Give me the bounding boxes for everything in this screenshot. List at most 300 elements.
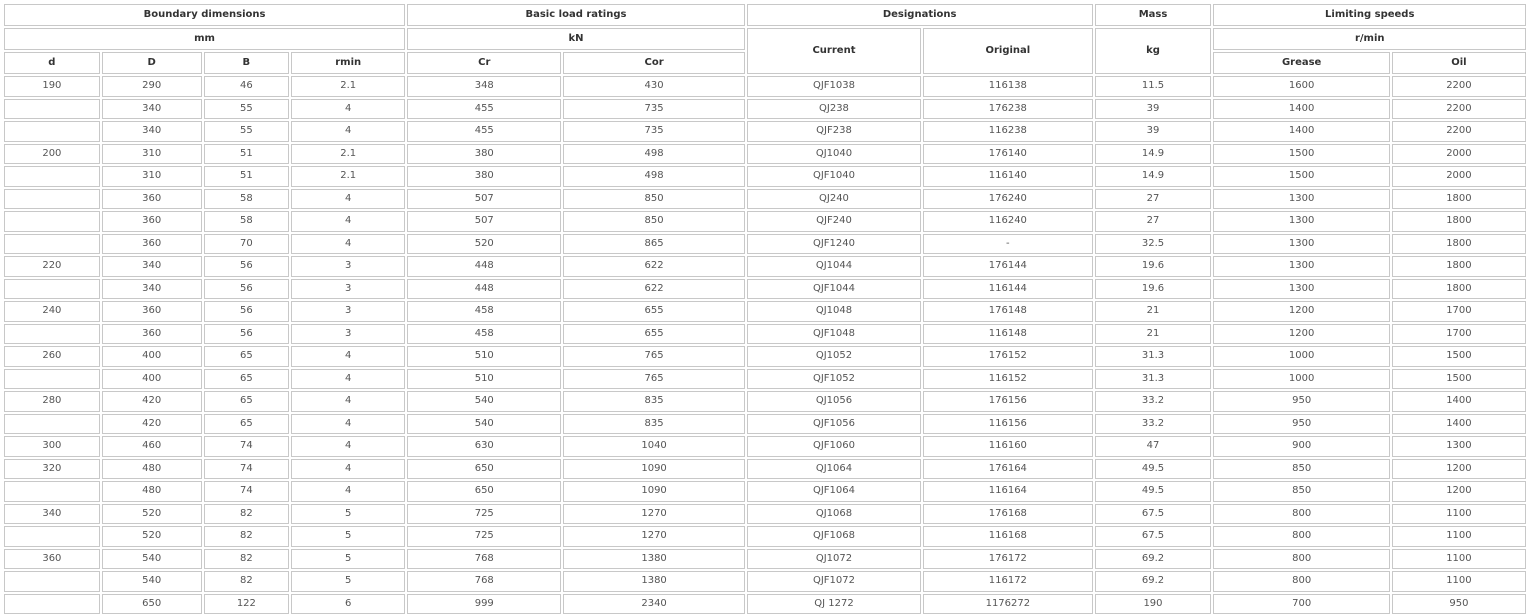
header-boundary-dimensions: Boundary dimensions: [4, 4, 405, 26]
table-row: [4, 571, 1526, 592]
cell-outer-d: 460: [102, 436, 202, 457]
cell-current: QJ1040: [747, 144, 921, 165]
cell-cor: 765: [563, 346, 744, 367]
cell-d: 340: [4, 504, 100, 525]
table-row: [4, 211, 1526, 232]
cell-current: QJF1240: [747, 234, 921, 255]
header-designations: Designations: [747, 4, 1093, 26]
bearing-spec-table: [2, 2, 1528, 616]
cell-d: 200: [4, 144, 100, 165]
cell-b: 56: [204, 301, 290, 322]
cell-current: QJF1038: [747, 76, 921, 97]
cell-oil: 1200: [1392, 481, 1526, 502]
cell-rmin: 5: [291, 549, 405, 570]
cell-grease: 1400: [1213, 99, 1389, 120]
cell-rmin: 4: [291, 189, 405, 210]
cell-grease: 900: [1213, 436, 1389, 457]
cell-grease: 1500: [1213, 144, 1389, 165]
header-col-d-large: D: [102, 52, 202, 74]
cell-cr: 507: [407, 211, 561, 232]
cell-b: 65: [204, 414, 290, 435]
cell-rmin: 4: [291, 121, 405, 142]
cell-current: QJF238: [747, 121, 921, 142]
cell-current: QJ240: [747, 189, 921, 210]
cell-current: QJF1060: [747, 436, 921, 457]
cell-d: [4, 414, 100, 435]
cell-cor: 735: [563, 99, 744, 120]
cell-b: 55: [204, 121, 290, 142]
cell-oil: 1400: [1392, 414, 1526, 435]
cell-current: QJF240: [747, 211, 921, 232]
cell-rmin: 5: [291, 526, 405, 547]
cell-cor: 655: [563, 301, 744, 322]
cell-original: 176238: [923, 99, 1092, 120]
cell-grease: 800: [1213, 504, 1389, 525]
cell-original: 116172: [923, 571, 1092, 592]
table-row: [4, 346, 1526, 367]
cell-mass: 67.5: [1095, 504, 1212, 525]
cell-outer-d: 400: [102, 369, 202, 390]
cell-mass: 27: [1095, 211, 1212, 232]
cell-oil: 1100: [1392, 526, 1526, 547]
table-row: [4, 526, 1526, 547]
cell-outer-d: 290: [102, 76, 202, 97]
table-row: [4, 549, 1526, 570]
cell-oil: 1400: [1392, 391, 1526, 412]
cell-rmin: 3: [291, 279, 405, 300]
cell-cr: 458: [407, 324, 561, 345]
cell-cr: 380: [407, 144, 561, 165]
header-col-cor: Cor: [563, 52, 744, 74]
cell-original: 176240: [923, 189, 1092, 210]
cell-oil: 1800: [1392, 211, 1526, 232]
cell-outer-d: 360: [102, 234, 202, 255]
cell-current: QJ1052: [747, 346, 921, 367]
cell-cr: 999: [407, 594, 561, 615]
cell-cor: 430: [563, 76, 744, 97]
cell-b: 65: [204, 346, 290, 367]
cell-d: [4, 279, 100, 300]
cell-oil: 1800: [1392, 234, 1526, 255]
table-row: [4, 414, 1526, 435]
cell-current: QJ1048: [747, 301, 921, 322]
cell-d: [4, 211, 100, 232]
cell-cor: 1380: [563, 549, 744, 570]
cell-grease: 700: [1213, 594, 1389, 615]
cell-oil: 1500: [1392, 369, 1526, 390]
cell-oil: 1800: [1392, 279, 1526, 300]
cell-rmin: 2.1: [291, 166, 405, 187]
cell-original: 116148: [923, 324, 1092, 345]
table-row: [4, 301, 1526, 322]
header-col-b: B: [204, 52, 290, 74]
cell-rmin: 4: [291, 459, 405, 480]
cell-d: [4, 481, 100, 502]
cell-cr: 458: [407, 301, 561, 322]
cell-outer-d: 310: [102, 166, 202, 187]
cell-current: QJF1052: [747, 369, 921, 390]
cell-original: 176156: [923, 391, 1092, 412]
cell-outer-d: 540: [102, 571, 202, 592]
table-row: [4, 166, 1526, 187]
cell-current: QJ1072: [747, 549, 921, 570]
cell-oil: 1200: [1392, 459, 1526, 480]
cell-mass: 31.3: [1095, 369, 1212, 390]
cell-mass: 14.9: [1095, 166, 1212, 187]
cell-cor: 498: [563, 166, 744, 187]
cell-rmin: 5: [291, 504, 405, 525]
cell-grease: 1500: [1213, 166, 1389, 187]
header-col-grease: Grease: [1213, 52, 1389, 74]
cell-cr: 768: [407, 549, 561, 570]
cell-mass: 21: [1095, 324, 1212, 345]
cell-d: [4, 99, 100, 120]
cell-d: [4, 189, 100, 210]
cell-rmin: 4: [291, 346, 405, 367]
cell-grease: 1000: [1213, 369, 1389, 390]
cell-cr: 455: [407, 121, 561, 142]
cell-cor: 622: [563, 256, 744, 277]
header-col-oil: Oil: [1392, 52, 1526, 74]
cell-cr: 630: [407, 436, 561, 457]
cell-d: 320: [4, 459, 100, 480]
cell-b: 56: [204, 324, 290, 345]
cell-b: 56: [204, 279, 290, 300]
cell-cor: 850: [563, 211, 744, 232]
cell-original: -: [923, 234, 1092, 255]
cell-cor: 865: [563, 234, 744, 255]
cell-oil: 2200: [1392, 121, 1526, 142]
cell-mass: 69.2: [1095, 571, 1212, 592]
cell-cor: 1040: [563, 436, 744, 457]
table-row: [4, 324, 1526, 345]
cell-grease: 950: [1213, 414, 1389, 435]
cell-mass: 49.5: [1095, 481, 1212, 502]
cell-cor: 655: [563, 324, 744, 345]
cell-original: 176152: [923, 346, 1092, 367]
cell-current: QJ1064: [747, 459, 921, 480]
cell-rmin: 6: [291, 594, 405, 615]
cell-cr: 768: [407, 571, 561, 592]
table-row: [4, 279, 1526, 300]
cell-grease: 1300: [1213, 279, 1389, 300]
cell-current: QJ1068: [747, 504, 921, 525]
cell-outer-d: 340: [102, 99, 202, 120]
cell-outer-d: 340: [102, 121, 202, 142]
cell-oil: 1100: [1392, 504, 1526, 525]
cell-cr: 540: [407, 391, 561, 412]
cell-original: 176168: [923, 504, 1092, 525]
cell-original: 116240: [923, 211, 1092, 232]
cell-original: 176144: [923, 256, 1092, 277]
cell-cr: 520: [407, 234, 561, 255]
table-row: [4, 189, 1526, 210]
table-row: [4, 234, 1526, 255]
cell-b: 82: [204, 549, 290, 570]
cell-d: 260: [4, 346, 100, 367]
cell-cr: 510: [407, 346, 561, 367]
header-unit-kg: kg: [1095, 28, 1212, 74]
cell-b: 82: [204, 504, 290, 525]
header-limiting-speeds: Limiting speeds: [1213, 4, 1526, 26]
header-unit-rmin: r/min: [1213, 28, 1526, 50]
cell-cor: 622: [563, 279, 744, 300]
cell-original: 176148: [923, 301, 1092, 322]
cell-d: [4, 324, 100, 345]
cell-rmin: 3: [291, 324, 405, 345]
cell-b: 51: [204, 166, 290, 187]
table-row: [4, 121, 1526, 142]
cell-rmin: 4: [291, 211, 405, 232]
cell-cor: 850: [563, 189, 744, 210]
cell-outer-d: 540: [102, 549, 202, 570]
table-row: [4, 76, 1526, 97]
cell-oil: 2200: [1392, 99, 1526, 120]
table-row: [4, 481, 1526, 502]
cell-current: QJF1072: [747, 571, 921, 592]
header-mass: Mass: [1095, 4, 1212, 26]
cell-oil: 2000: [1392, 166, 1526, 187]
header-basic-load-ratings: Basic load ratings: [407, 4, 745, 26]
cell-cor: 835: [563, 391, 744, 412]
cell-mass: 47: [1095, 436, 1212, 457]
cell-b: 55: [204, 99, 290, 120]
cell-outer-d: 520: [102, 504, 202, 525]
cell-outer-d: 400: [102, 346, 202, 367]
cell-rmin: 3: [291, 256, 405, 277]
cell-rmin: 3: [291, 301, 405, 322]
cell-b: 122: [204, 594, 290, 615]
cell-d: 220: [4, 256, 100, 277]
cell-mass: 49.5: [1095, 459, 1212, 480]
header-col-rmin: rmin: [291, 52, 405, 74]
cell-cr: 540: [407, 414, 561, 435]
cell-grease: 1400: [1213, 121, 1389, 142]
cell-d: [4, 369, 100, 390]
cell-original: 116168: [923, 526, 1092, 547]
cell-mass: 19.6: [1095, 279, 1212, 300]
header-unit-kn: kN: [407, 28, 745, 50]
cell-oil: 1500: [1392, 346, 1526, 367]
cell-b: 46: [204, 76, 290, 97]
cell-current: QJF1048: [747, 324, 921, 345]
table-row: [4, 594, 1526, 615]
cell-mass: 67.5: [1095, 526, 1212, 547]
cell-outer-d: 420: [102, 414, 202, 435]
cell-mass: 14.9: [1095, 144, 1212, 165]
cell-d: [4, 121, 100, 142]
cell-b: 51: [204, 144, 290, 165]
cell-cor: 2340: [563, 594, 744, 615]
cell-d: [4, 526, 100, 547]
cell-b: 58: [204, 211, 290, 232]
cell-grease: 800: [1213, 549, 1389, 570]
cell-mass: 11.5: [1095, 76, 1212, 97]
cell-cr: 380: [407, 166, 561, 187]
cell-outer-d: 420: [102, 391, 202, 412]
table-row: [4, 369, 1526, 390]
cell-b: 74: [204, 481, 290, 502]
cell-d: 300: [4, 436, 100, 457]
table-row: [4, 504, 1526, 525]
cell-oil: 1100: [1392, 549, 1526, 570]
cell-grease: 850: [1213, 481, 1389, 502]
cell-cr: 348: [407, 76, 561, 97]
cell-current: QJF1040: [747, 166, 921, 187]
table-row: [4, 436, 1526, 457]
table-body: [4, 76, 1526, 614]
cell-d: 280: [4, 391, 100, 412]
cell-b: 56: [204, 256, 290, 277]
cell-b: 65: [204, 391, 290, 412]
cell-b: 65: [204, 369, 290, 390]
cell-grease: 1300: [1213, 211, 1389, 232]
cell-original: 176164: [923, 459, 1092, 480]
cell-original: 176140: [923, 144, 1092, 165]
cell-original: 116160: [923, 436, 1092, 457]
cell-rmin: 2.1: [291, 76, 405, 97]
cell-grease: 1200: [1213, 324, 1389, 345]
cell-outer-d: 520: [102, 526, 202, 547]
cell-cr: 507: [407, 189, 561, 210]
cell-oil: 1700: [1392, 301, 1526, 322]
cell-outer-d: 340: [102, 256, 202, 277]
cell-outer-d: 480: [102, 481, 202, 502]
header-col-cr: Cr: [407, 52, 561, 74]
cell-cor: 1270: [563, 526, 744, 547]
cell-cr: 455: [407, 99, 561, 120]
cell-oil: 1800: [1392, 256, 1526, 277]
cell-b: 58: [204, 189, 290, 210]
cell-current: QJF1064: [747, 481, 921, 502]
cell-outer-d: 340: [102, 279, 202, 300]
cell-oil: 1700: [1392, 324, 1526, 345]
cell-current: QJ1044: [747, 256, 921, 277]
cell-outer-d: 310: [102, 144, 202, 165]
cell-outer-d: 360: [102, 211, 202, 232]
cell-original: 116140: [923, 166, 1092, 187]
table-row: [4, 391, 1526, 412]
cell-d: [4, 594, 100, 615]
cell-cr: 650: [407, 481, 561, 502]
cell-outer-d: 360: [102, 301, 202, 322]
cell-oil: 2200: [1392, 76, 1526, 97]
cell-rmin: 4: [291, 369, 405, 390]
cell-current: QJ 1272: [747, 594, 921, 615]
cell-oil: 1300: [1392, 436, 1526, 457]
cell-original: 116152: [923, 369, 1092, 390]
cell-mass: 31.3: [1095, 346, 1212, 367]
header-row-groups: [4, 4, 1526, 26]
cell-original: 116138: [923, 76, 1092, 97]
cell-outer-d: 360: [102, 324, 202, 345]
cell-mass: 190: [1095, 594, 1212, 615]
table-row: [4, 99, 1526, 120]
header-current: Current: [747, 28, 921, 74]
cell-b: 74: [204, 459, 290, 480]
table-row: [4, 144, 1526, 165]
cell-b: 82: [204, 571, 290, 592]
cell-cor: 1380: [563, 571, 744, 592]
cell-grease: 800: [1213, 526, 1389, 547]
cell-cor: 735: [563, 121, 744, 142]
cell-cr: 448: [407, 256, 561, 277]
cell-rmin: 4: [291, 414, 405, 435]
cell-rmin: 4: [291, 481, 405, 502]
header-unit-mm: mm: [4, 28, 405, 50]
cell-original: 116238: [923, 121, 1092, 142]
cell-d: 190: [4, 76, 100, 97]
cell-cor: 835: [563, 414, 744, 435]
cell-cor: 498: [563, 144, 744, 165]
cell-grease: 950: [1213, 391, 1389, 412]
cell-cr: 448: [407, 279, 561, 300]
cell-cor: 1270: [563, 504, 744, 525]
cell-grease: 1000: [1213, 346, 1389, 367]
cell-mass: 39: [1095, 121, 1212, 142]
cell-grease: 1300: [1213, 234, 1389, 255]
cell-mass: 33.2: [1095, 414, 1212, 435]
cell-original: 176172: [923, 549, 1092, 570]
header-col-d-small: d: [4, 52, 100, 74]
cell-current: QJ1056: [747, 391, 921, 412]
cell-mass: 39: [1095, 99, 1212, 120]
cell-d: 360: [4, 549, 100, 570]
cell-d: [4, 234, 100, 255]
cell-rmin: 5: [291, 571, 405, 592]
cell-rmin: 4: [291, 391, 405, 412]
cell-rmin: 4: [291, 234, 405, 255]
cell-d: [4, 166, 100, 187]
cell-oil: 1100: [1392, 571, 1526, 592]
cell-mass: 69.2: [1095, 549, 1212, 570]
cell-original: 1176272: [923, 594, 1092, 615]
cell-cor: 1090: [563, 481, 744, 502]
header-row-units: [4, 28, 1526, 50]
cell-outer-d: 480: [102, 459, 202, 480]
cell-rmin: 4: [291, 99, 405, 120]
cell-oil: 1800: [1392, 189, 1526, 210]
cell-cor: 765: [563, 369, 744, 390]
cell-mass: 21: [1095, 301, 1212, 322]
cell-rmin: 4: [291, 436, 405, 457]
cell-cr: 510: [407, 369, 561, 390]
cell-grease: 1300: [1213, 189, 1389, 210]
header-original: Original: [923, 28, 1092, 74]
cell-current: QJ238: [747, 99, 921, 120]
table-row: [4, 459, 1526, 480]
cell-current: QJF1056: [747, 414, 921, 435]
cell-original: 116144: [923, 279, 1092, 300]
cell-outer-d: 650: [102, 594, 202, 615]
cell-cor: 1090: [563, 459, 744, 480]
cell-d: 240: [4, 301, 100, 322]
cell-b: 74: [204, 436, 290, 457]
cell-grease: 850: [1213, 459, 1389, 480]
cell-mass: 33.2: [1095, 391, 1212, 412]
cell-current: QJF1068: [747, 526, 921, 547]
cell-rmin: 2.1: [291, 144, 405, 165]
cell-original: 116164: [923, 481, 1092, 502]
cell-grease: 800: [1213, 571, 1389, 592]
cell-oil: 2000: [1392, 144, 1526, 165]
cell-mass: 19.6: [1095, 256, 1212, 277]
cell-b: 82: [204, 526, 290, 547]
cell-grease: 1200: [1213, 301, 1389, 322]
cell-original: 116156: [923, 414, 1092, 435]
cell-grease: 1300: [1213, 256, 1389, 277]
cell-grease: 1600: [1213, 76, 1389, 97]
